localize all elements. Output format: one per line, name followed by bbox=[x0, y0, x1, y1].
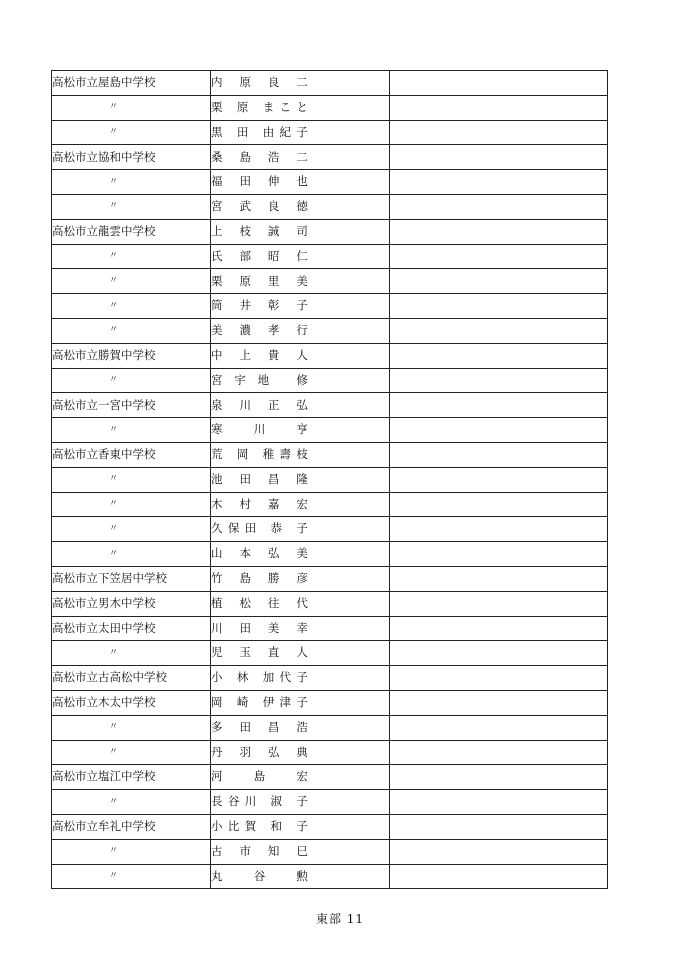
roster-body bbox=[52, 71, 608, 889]
person-cell bbox=[211, 666, 390, 691]
person-cell bbox=[211, 765, 390, 790]
table-row bbox=[52, 393, 608, 418]
person-name: 竹 島 勝 彦 bbox=[211, 571, 308, 586]
remarks-cell bbox=[390, 219, 608, 244]
person-cell bbox=[211, 343, 390, 368]
person-cell bbox=[211, 244, 390, 269]
person-name: 多 田 昌 浩 bbox=[211, 719, 308, 734]
person-cell bbox=[211, 591, 390, 616]
school-cell: 〃 bbox=[52, 715, 211, 740]
person-name: 長谷川 淑 子 bbox=[211, 794, 308, 809]
person-cell bbox=[211, 790, 390, 815]
person-name: 河 島 宏 bbox=[211, 769, 308, 784]
person-name: 内 原 良 二 bbox=[211, 75, 308, 90]
page-footer: 東部 11 bbox=[315, 912, 365, 926]
remarks-cell bbox=[390, 120, 608, 145]
person-name: 筒 井 彰 子 bbox=[211, 298, 308, 313]
person-name: 池 田 昌 隆 bbox=[211, 471, 308, 486]
school-cell: 高松市立龍雲中学校 bbox=[52, 219, 211, 244]
remarks-cell bbox=[390, 690, 608, 715]
table-row bbox=[52, 269, 608, 294]
person-cell bbox=[211, 145, 390, 170]
person-cell bbox=[211, 690, 390, 715]
table-row bbox=[52, 71, 608, 96]
remarks-cell bbox=[390, 170, 608, 195]
person-cell bbox=[211, 71, 390, 96]
remarks-cell bbox=[390, 715, 608, 740]
remarks-cell bbox=[390, 368, 608, 393]
table-row bbox=[52, 219, 608, 244]
school-cell: 〃 bbox=[52, 517, 211, 542]
school-cell: 高松市立古高松中学校 bbox=[52, 666, 211, 691]
person-cell bbox=[211, 740, 390, 765]
person-cell bbox=[211, 839, 390, 864]
school-cell: 〃 bbox=[52, 120, 211, 145]
school-cell: 〃 bbox=[52, 318, 211, 343]
person-name: 美 濃 孝 行 bbox=[211, 323, 308, 338]
remarks-cell bbox=[390, 244, 608, 269]
table-row bbox=[52, 170, 608, 195]
person-name: 泉 川 正 弘 bbox=[211, 397, 308, 412]
remarks-cell bbox=[390, 343, 608, 368]
person-name: 丸 谷 勲 bbox=[211, 868, 308, 883]
person-name: 桑 島 浩 二 bbox=[211, 149, 308, 164]
person-name: 小 林 加代子 bbox=[211, 670, 308, 685]
school-cell: 高松市立牟礼中学校 bbox=[52, 814, 211, 839]
table-row bbox=[52, 715, 608, 740]
remarks-cell bbox=[390, 71, 608, 96]
person-cell bbox=[211, 542, 390, 567]
school-cell: 高松市立協和中学校 bbox=[52, 145, 211, 170]
table-row bbox=[52, 591, 608, 616]
person-name: 宮 武 良 徳 bbox=[211, 199, 308, 214]
remarks-cell bbox=[390, 194, 608, 219]
person-cell bbox=[211, 492, 390, 517]
school-cell: 高松市立香東中学校 bbox=[52, 442, 211, 467]
remarks-cell bbox=[390, 814, 608, 839]
person-name: 寒 川 亨 bbox=[211, 422, 308, 437]
remarks-cell bbox=[390, 517, 608, 542]
person-cell bbox=[211, 442, 390, 467]
person-name: 氏 部 昭 仁 bbox=[211, 248, 308, 263]
table-row bbox=[52, 442, 608, 467]
remarks-cell bbox=[390, 467, 608, 492]
person-cell bbox=[211, 318, 390, 343]
remarks-cell bbox=[390, 591, 608, 616]
remarks-cell bbox=[390, 294, 608, 319]
person-name: 黒 田 由紀子 bbox=[211, 124, 308, 139]
person-cell bbox=[211, 95, 390, 120]
remarks-cell bbox=[390, 542, 608, 567]
table-row bbox=[52, 641, 608, 666]
person-name: 上 枝 誠 司 bbox=[211, 223, 308, 238]
school-cell: 〃 bbox=[52, 467, 211, 492]
school-cell: 〃 bbox=[52, 269, 211, 294]
person-cell bbox=[211, 641, 390, 666]
table-row bbox=[52, 666, 608, 691]
table-row bbox=[52, 839, 608, 864]
table-row bbox=[52, 467, 608, 492]
school-cell: 〃 bbox=[52, 194, 211, 219]
school-cell: 高松市立太田中学校 bbox=[52, 616, 211, 641]
person-name: 栗 原 里 美 bbox=[211, 273, 308, 288]
school-cell: 高松市立下笠居中学校 bbox=[52, 566, 211, 591]
school-cell: 〃 bbox=[52, 839, 211, 864]
person-name: 中 上 貴 人 bbox=[211, 347, 308, 362]
person-name: 山 本 弘 美 bbox=[211, 546, 308, 561]
remarks-cell bbox=[390, 318, 608, 343]
school-cell: 〃 bbox=[52, 740, 211, 765]
remarks-cell bbox=[390, 740, 608, 765]
table-row bbox=[52, 740, 608, 765]
roster-table bbox=[51, 70, 608, 889]
table-row bbox=[52, 566, 608, 591]
person-name: 丹 羽 弘 典 bbox=[211, 744, 308, 759]
remarks-cell bbox=[390, 95, 608, 120]
person-cell bbox=[211, 393, 390, 418]
person-name: 児 玉 直 人 bbox=[211, 645, 308, 660]
person-name: 栗 原 まこと bbox=[211, 99, 308, 114]
table-row bbox=[52, 95, 608, 120]
table-row bbox=[52, 517, 608, 542]
person-cell bbox=[211, 467, 390, 492]
remarks-cell bbox=[390, 616, 608, 641]
table-row bbox=[52, 343, 608, 368]
remarks-cell bbox=[390, 641, 608, 666]
table-row bbox=[52, 294, 608, 319]
school-cell: 高松市立屋島中学校 bbox=[52, 71, 211, 96]
person-name: 川 田 美 幸 bbox=[211, 620, 308, 635]
table-row bbox=[52, 145, 608, 170]
table-row bbox=[52, 690, 608, 715]
school-cell: 高松市立男木中学校 bbox=[52, 591, 211, 616]
person-cell bbox=[211, 566, 390, 591]
person-cell bbox=[211, 170, 390, 195]
person-cell bbox=[211, 120, 390, 145]
school-cell: 高松市立一宮中学校 bbox=[52, 393, 211, 418]
school-cell: 高松市立塩江中学校 bbox=[52, 765, 211, 790]
school-cell: 〃 bbox=[52, 790, 211, 815]
table-row bbox=[52, 418, 608, 443]
remarks-cell bbox=[390, 864, 608, 889]
person-name: 木 村 嘉 宏 bbox=[211, 496, 308, 511]
table-row bbox=[52, 765, 608, 790]
table-row bbox=[52, 616, 608, 641]
table-row bbox=[52, 864, 608, 889]
school-cell: 〃 bbox=[52, 542, 211, 567]
table-row bbox=[52, 790, 608, 815]
school-cell: 〃 bbox=[52, 641, 211, 666]
table-row bbox=[52, 542, 608, 567]
remarks-cell bbox=[390, 442, 608, 467]
person-cell bbox=[211, 294, 390, 319]
person-name: 古 市 知 巳 bbox=[211, 843, 308, 858]
school-cell: 〃 bbox=[52, 95, 211, 120]
remarks-cell bbox=[390, 765, 608, 790]
remarks-cell bbox=[390, 145, 608, 170]
remarks-cell bbox=[390, 790, 608, 815]
remarks-cell bbox=[390, 492, 608, 517]
school-cell: 〃 bbox=[52, 492, 211, 517]
person-cell bbox=[211, 368, 390, 393]
person-cell bbox=[211, 864, 390, 889]
person-name: 植 松 往 代 bbox=[211, 595, 308, 610]
table-row bbox=[52, 244, 608, 269]
person-cell bbox=[211, 517, 390, 542]
school-cell: 〃 bbox=[52, 170, 211, 195]
person-cell bbox=[211, 219, 390, 244]
table-row bbox=[52, 492, 608, 517]
school-cell: 高松市立木太中学校 bbox=[52, 690, 211, 715]
person-cell bbox=[211, 269, 390, 294]
person-name: 久保田 恭 子 bbox=[211, 521, 308, 536]
person-name: 岡 崎 伊津子 bbox=[211, 695, 308, 710]
person-name: 宮宇地 修 bbox=[211, 372, 308, 387]
remarks-cell bbox=[390, 269, 608, 294]
person-cell bbox=[211, 715, 390, 740]
person-cell bbox=[211, 616, 390, 641]
school-cell: 〃 bbox=[52, 244, 211, 269]
school-cell: 〃 bbox=[52, 294, 211, 319]
school-cell: 〃 bbox=[52, 864, 211, 889]
person-name: 小比賀 和 子 bbox=[211, 819, 308, 834]
school-cell: 〃 bbox=[52, 368, 211, 393]
school-cell: 〃 bbox=[52, 418, 211, 443]
table-row bbox=[52, 814, 608, 839]
person-cell bbox=[211, 418, 390, 443]
table-row bbox=[52, 194, 608, 219]
remarks-cell bbox=[390, 418, 608, 443]
person-cell bbox=[211, 814, 390, 839]
remarks-cell bbox=[390, 566, 608, 591]
remarks-cell bbox=[390, 666, 608, 691]
person-cell bbox=[211, 194, 390, 219]
table-row bbox=[52, 120, 608, 145]
school-cell: 高松市立勝賀中学校 bbox=[52, 343, 211, 368]
remarks-cell bbox=[390, 393, 608, 418]
table-row bbox=[52, 368, 608, 393]
person-name: 福 田 伸 也 bbox=[211, 174, 308, 189]
table-row bbox=[52, 318, 608, 343]
person-name: 荒 岡 稚壽枝 bbox=[211, 447, 308, 462]
remarks-cell bbox=[390, 839, 608, 864]
